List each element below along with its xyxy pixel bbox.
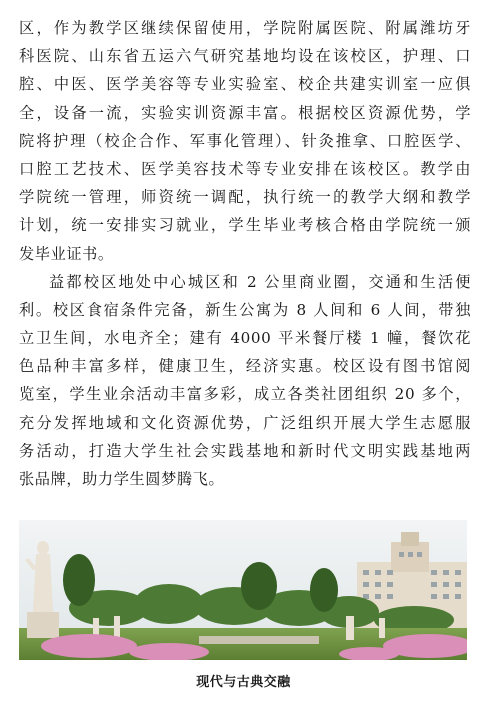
text-line: 利。校区食宿条件完备，新生公寓为 8 人间和 6 人间，带独 (19, 300, 471, 319)
walkway (199, 636, 319, 644)
text-line: 计划，统一安排实习就业，学生毕业考核合格由学院统一颁 (19, 216, 471, 235)
text-line: 张品牌，助力学生圆梦腾飞。 (19, 470, 225, 488)
text-line: 口腔工艺技术、医学美容技术等专业安排在该校区。教学由 (19, 159, 471, 178)
text-line: 科医院、山东省五运六气研究基地均设在该校区，护理、口 (19, 47, 471, 66)
text-line: 发毕业证书。 (19, 244, 114, 263)
text-line: 腔、中医、医学美容等专业实验室、校企共建实训室一应俱 (19, 75, 471, 94)
text-line: 学院统一管理，师资统一调配，执行统一的教学大纲和教学 (19, 188, 471, 207)
text-line: 院将护理（校企合作、军事化管理）、针灸推拿、口腔医学、 (19, 131, 471, 150)
campus-photo (19, 520, 467, 660)
text-line: 务活动，打造大学生社会实践基地和新时代文明实践基地两 (19, 441, 471, 460)
text-line: 览室，学生业余活动丰富多彩，成立各类社团组织 20 多个， (19, 385, 471, 404)
text-line: 区，作为教学区继续保留使用，学院附属医院、附属潍坊牙 (19, 19, 471, 37)
paragraph-1 (19, 14, 471, 268)
text-line: 色品种丰富多样，健康卫生，经济实惠。校区设有图书馆阅 (19, 357, 471, 376)
body-text (19, 14, 471, 493)
text-line: 充分发挥地域和文化资源优势，广泛组织开展大学生志愿服 (19, 413, 471, 432)
paragraph-2 (19, 268, 471, 494)
photo-caption: 现代与古典交融 (196, 675, 291, 690)
text-line: 立卫生间，水电齐全；建有 4000 平米餐厅楼 1 幢，餐饮花 (19, 329, 471, 348)
text-line: 全，设备一流，实验实训资源丰富。根据校区资源优势，学 (19, 103, 471, 122)
text-line: 益都校区地处中心城区和 2 公里商业圈，交通和生活便 (49, 272, 471, 291)
